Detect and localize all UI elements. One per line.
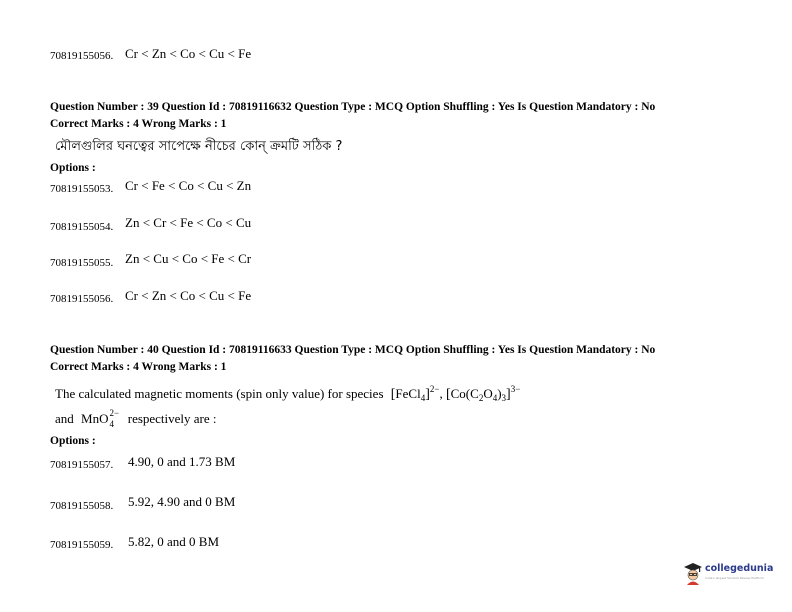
option-id: 70819155053. — [50, 183, 114, 195]
option-text: 5.92, 4.90 and 0 BM — [128, 494, 236, 509]
option-text: Cr < Zn < Co < Cu < Fe — [125, 288, 252, 303]
question-text: মৌলগুলির ঘনত্বের সাপেক্ষে নীচের কোন্‌ ক্রমটি সঠিক ? — [55, 139, 343, 154]
options-label: Options : — [50, 435, 96, 447]
option-text: Cr < Fe < Co < Cu < Zn — [125, 178, 252, 193]
species-cooxalate: $[Co(C_2O_4)_3]^{3-}$ — [445, 384, 521, 403]
option-id: 70819155056. — [50, 293, 114, 305]
question-header: Question Number : 39 Question Id : 70819116632 Question Type : MCQ Option Shuffling : Yes Is Question Mandatory : No — [50, 101, 656, 113]
option-id: 70819155059. — [50, 539, 114, 551]
brand-name: collegedunia — [705, 563, 774, 574]
question-and: and — [55, 411, 74, 426]
species-fecl4: [FeCl$_4$]$^{2-}$ — [390, 384, 440, 403]
option-id: 70819155056. — [50, 50, 114, 62]
species-mno4: MnO 2− 4 — [81, 408, 120, 430]
brand-tagline: India's largest Student Review Platform — [705, 576, 765, 580]
option-id: 70819155058. — [50, 500, 114, 512]
marks-line: Correct Marks : 4 Wrong Marks : 1 — [50, 118, 227, 130]
question-text-part2: respectively are : — [127, 411, 217, 426]
options-label: Options : — [50, 162, 96, 174]
option-id: 70819155054. — [50, 221, 114, 233]
question-header: Question Number : 40 Question Id : 70819116633 Question Type : MCQ Option Shuffling : Yes Is Question Mandatory : No — [50, 344, 656, 356]
option-text: Zn < Cu < Co < Fe < Cr — [125, 251, 252, 266]
option-id: 70819155057. — [50, 459, 114, 471]
question-text — [55, 384, 520, 403]
comma: , — [439, 386, 443, 401]
option-text: 5.82, 0 and 0 BM — [128, 534, 219, 549]
option-id: 70819155055. — [50, 257, 114, 269]
marks-line: Correct Marks : 4 Wrong Marks : 1 — [50, 361, 227, 373]
option-text: 4.90, 0 and 1.73 BM — [128, 454, 236, 469]
collegedunia-logo — [683, 561, 774, 587]
graduate-icon — [683, 561, 703, 585]
option-text: Cr < Zn < Co < Cu < Fe — [125, 46, 252, 61]
question-text-part1: The calculated magnetic moments (spin only value) for species — [55, 386, 384, 401]
option-text: Zn < Cr < Fe < Co < Cu — [125, 215, 252, 230]
question-text-line2 — [55, 408, 217, 430]
